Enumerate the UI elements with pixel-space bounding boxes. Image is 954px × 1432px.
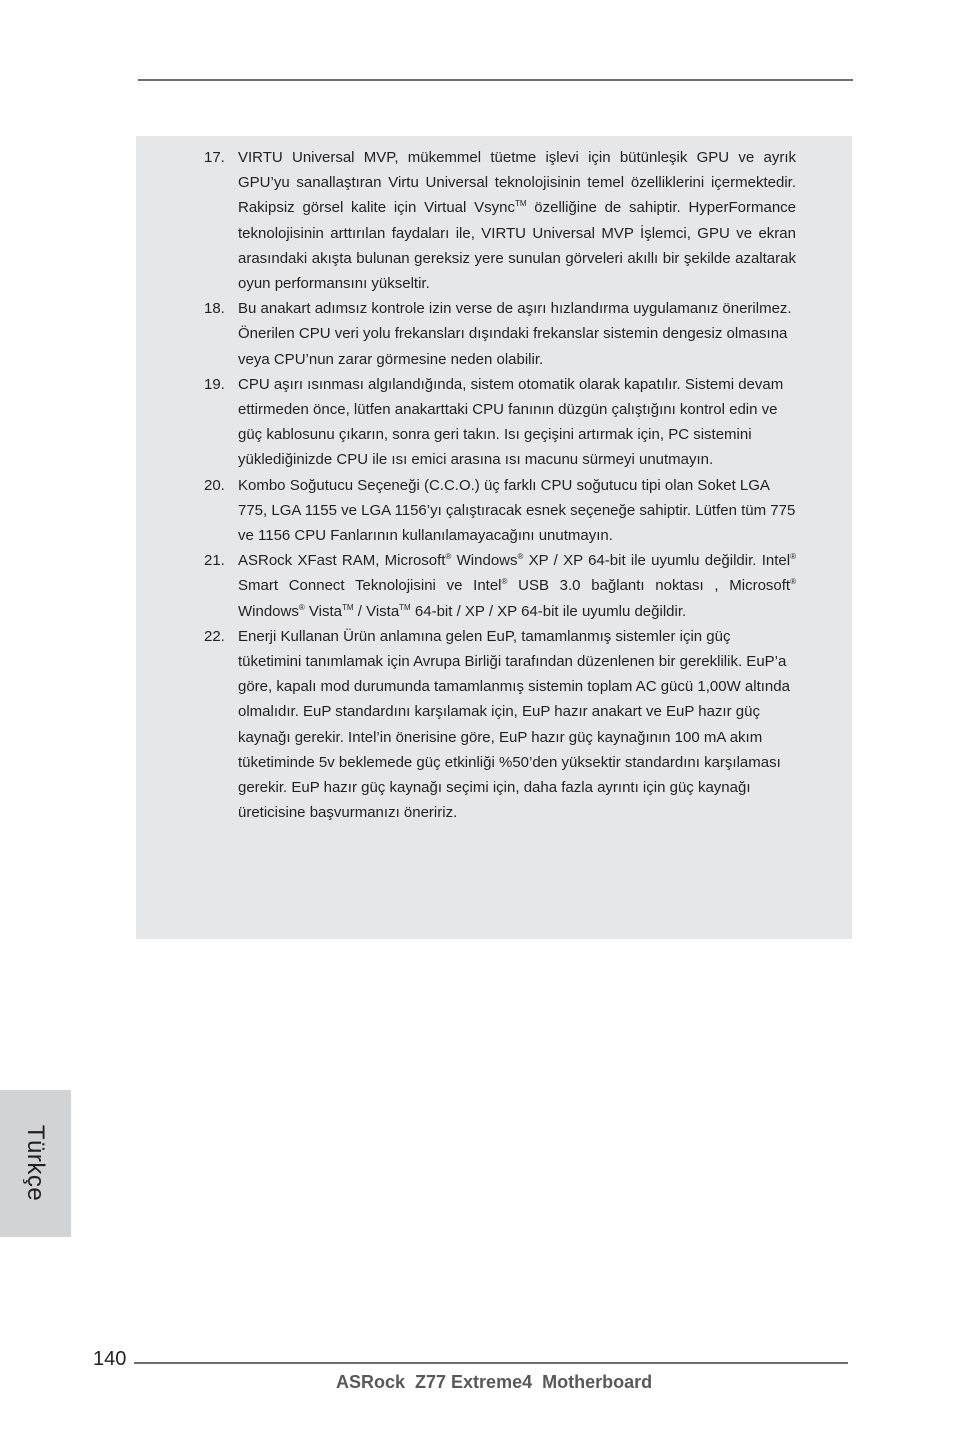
notes-list [136, 145, 852, 825]
registered-mark: ® [298, 602, 305, 612]
registered-mark: ® [501, 577, 508, 587]
trademark-mark: TM [514, 199, 527, 209]
note-text: CPU aşırı ısınması algılandığında, sistem otomatik olarak kapatılır. Sistemi devam ettirmeden önce, lütfen anakarttaki CPU fanının düzgün çalıştığını kontrol edin ve güç kablosunu çıkarın, sonra geri takın. Isı geçişini artırmak için, PC sistemini yüklediğinizde CPU ile ısı emici arasına ısı macunu sürmeyi unutmayın. [238, 375, 784, 469]
note-number: 22. [204, 627, 225, 645]
note-number: 21. [204, 552, 225, 570]
note-number: 19. [204, 375, 225, 393]
note-number: 20. [204, 476, 225, 494]
note-item-20 [136, 473, 852, 549]
language-tab-label: Türkçe [22, 1124, 49, 1202]
note-item-19 [136, 372, 852, 473]
registered-mark: ® [790, 552, 796, 562]
note-item-18 [136, 296, 852, 372]
notes-panel [136, 136, 852, 939]
footer-title: ASRock Z77 Extreme4 Motherboard [336, 1372, 653, 1392]
footer-rule [134, 1362, 848, 1364]
trademark-mark: TM [399, 602, 411, 612]
note-item-17 [136, 145, 852, 296]
note-number: 18. [204, 300, 225, 318]
note-text: Enerji Kullanan Ürün anlamına gelen EuP, tamamlanmış sistemler için güç tüketimini tanımlamak için Avrupa Birliği tarafından düzenlenen bir gereklilik. EuP’a göre, kapalı mod durumunda tamamlanmış sistemin toplam AC gücü 1,00W altında olmalıdır. EuP standardını karşılamak için, EuP hazır anakart ve EuP hazır güç kaynağı gerekir. Intel’in önerisine göre, EuP hazır güç kaynağının 100 mA akım tüketiminde 5v beklemede güç etkinliği %50’den yüksektir standardını karşılaması gerekir. EuP hazır güç kaynağı seçimi için, daha fazla ayrıntı için güç kaynağı üreticisine başvurmanızı öneririz. [238, 627, 790, 822]
note-item-22 [136, 624, 852, 826]
registered-mark: ® [517, 552, 524, 562]
trademark-mark: TM [342, 602, 354, 612]
note-text: VIRTU Universal MVP, mükemmel tüetme işlevi için bütünleşik GPU ve ayrık GPU’yu sanallaştıran Virtu Universal teknolojisinin temel özelliklerini içermektedir. Rakipsiz görsel kalite için Virtual Vsync™ özelliğine de sahiptir. HyperFormance teknolojisinin arttırılan faydaları ile, VIRTU Universal MVP İşlemci, GPU ve ekran arasındaki akışta bulunan gereksiz yere sunulan görveleri akıllı bir şekilde azaltarak oyun performansını yükseltir. [238, 149, 797, 293]
registered-mark: ® [445, 552, 452, 562]
note-item-21 [136, 548, 852, 624]
note-text: Kombo Soğutucu Seçeneği (C.C.O.) üç farklı CPU soğutucu tipi olan Soket LGA 775, LGA 1155 ve LGA 1156’yı çalıştıracak esnek seçeneğe sahiptir. Lütfen tüm 775 ve 1156 CPU Fanlarının kullanılamayacağını unutmayın. [238, 476, 796, 545]
note-number: 17. [204, 149, 225, 166]
header-rule [138, 79, 853, 81]
registered-mark: ® [790, 577, 796, 587]
note-text: ASRock XFast RAM, Microsoft® Windows® XP / XP 64-bit ile uyumlu değildir. Intel® Smart Connect Teknolojisini ve Intel® USB 3.0 bağlantı noktası , Microsoft® Windows® Vista™ / Vista™ 64-bit / XP / XP 64-bit ile uyumlu değildir. [238, 552, 796, 620]
note-text: Bu anakart adımsız kontrole izin verse de aşırı hızlandırma uygulamanız önerilmez. Önerilen CPU veri yolu frekansları dışındaki frekanslar sistemin dengesiz olmasına veya CPU’nun zarar görmesine neden olabilir. [238, 300, 792, 368]
language-tab [0, 1090, 71, 1237]
page-number: 140 [93, 1348, 127, 1370]
